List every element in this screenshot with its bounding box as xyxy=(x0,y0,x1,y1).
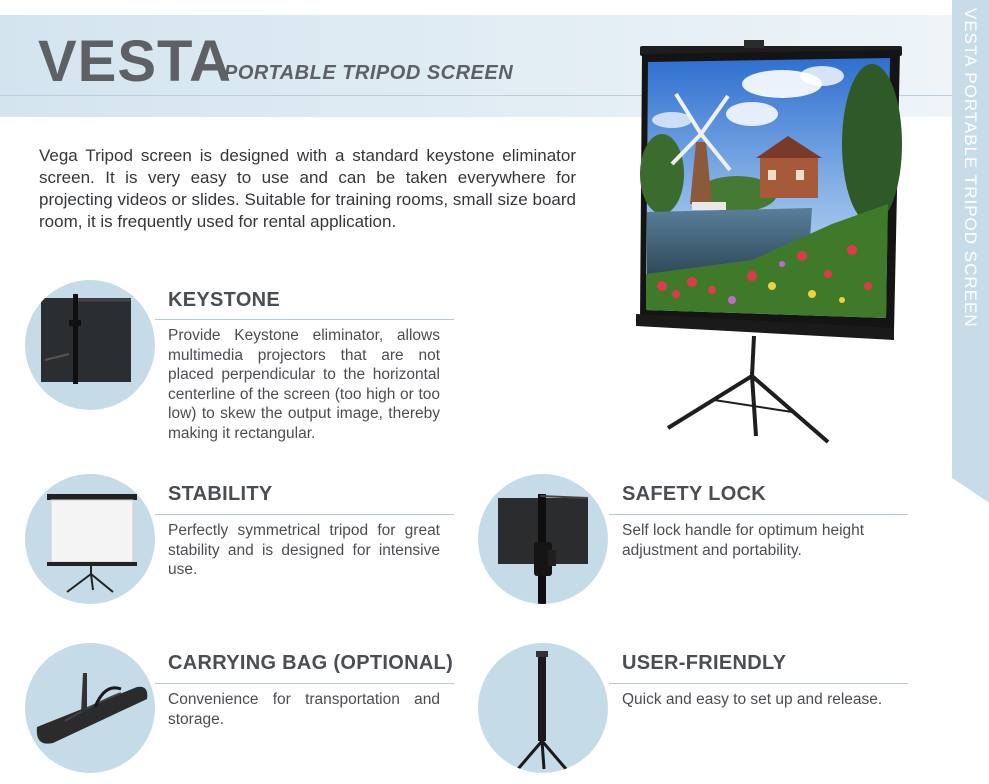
carrying-bag-divider xyxy=(155,683,454,684)
keystone-image xyxy=(25,280,155,410)
user-friendly-divider xyxy=(609,683,908,684)
safety-lock-divider xyxy=(609,514,908,515)
landscape-image xyxy=(640,58,902,318)
user-friendly-title: USER-FRIENDLY xyxy=(622,652,787,674)
folded-tripod-icon xyxy=(478,643,608,773)
carrying-bag-title: CARRYING BAG (OPTIONAL) xyxy=(168,652,454,674)
keystone-text: Provide Keystone eliminator, allows multimedia projectors that are not placed perpendicular to the horizontal centerline of the screen (too high or too low) to skew the output image, thereby making it rectangular. xyxy=(168,327,440,442)
keystone-arm-icon xyxy=(25,280,155,410)
stability-divider xyxy=(155,514,454,515)
user-friendly-image xyxy=(478,643,608,773)
tripod-screen-icon xyxy=(25,474,155,604)
side-label: VESTA PORTABLE TRIPOD SCREEN xyxy=(961,8,980,328)
safety-lock-image xyxy=(478,474,608,604)
stability-text: Perfectly symmetrical tripod for great stability and is designed for intensive use. xyxy=(168,522,440,578)
carrying-bag-icon xyxy=(25,643,155,773)
side-strip-notch xyxy=(952,478,989,784)
stability-title: STABILITY xyxy=(168,483,273,505)
carrying-bag-image xyxy=(25,643,155,773)
intro-paragraph: Vega Tripod screen is designed with a standard keystone eliminator screen. It is very easy to use and can be taken everywhere for projecting videos or slides. Suitable for training rooms, small size board room, it is frequently used for rental application. xyxy=(39,146,576,231)
page-title: VESTA xyxy=(38,29,233,94)
page-subtitle: PORTABLE TRIPOD SCREEN xyxy=(224,62,514,84)
product-photo xyxy=(632,24,904,444)
keystone-divider xyxy=(155,319,454,320)
safety-lock-text: Self lock handle for optimum height adjustment and portability. xyxy=(622,522,865,559)
keystone-title: KEYSTONE xyxy=(168,289,281,311)
stability-image xyxy=(25,474,155,604)
carrying-bag-text: Convenience for transportation and storage. xyxy=(168,691,440,728)
user-friendly-text: Quick and easy to set up and release. xyxy=(622,691,883,708)
safety-lock-title: SAFETY LOCK xyxy=(622,483,767,505)
tripod-stand xyxy=(668,336,828,442)
lock-handle-icon xyxy=(478,474,608,604)
